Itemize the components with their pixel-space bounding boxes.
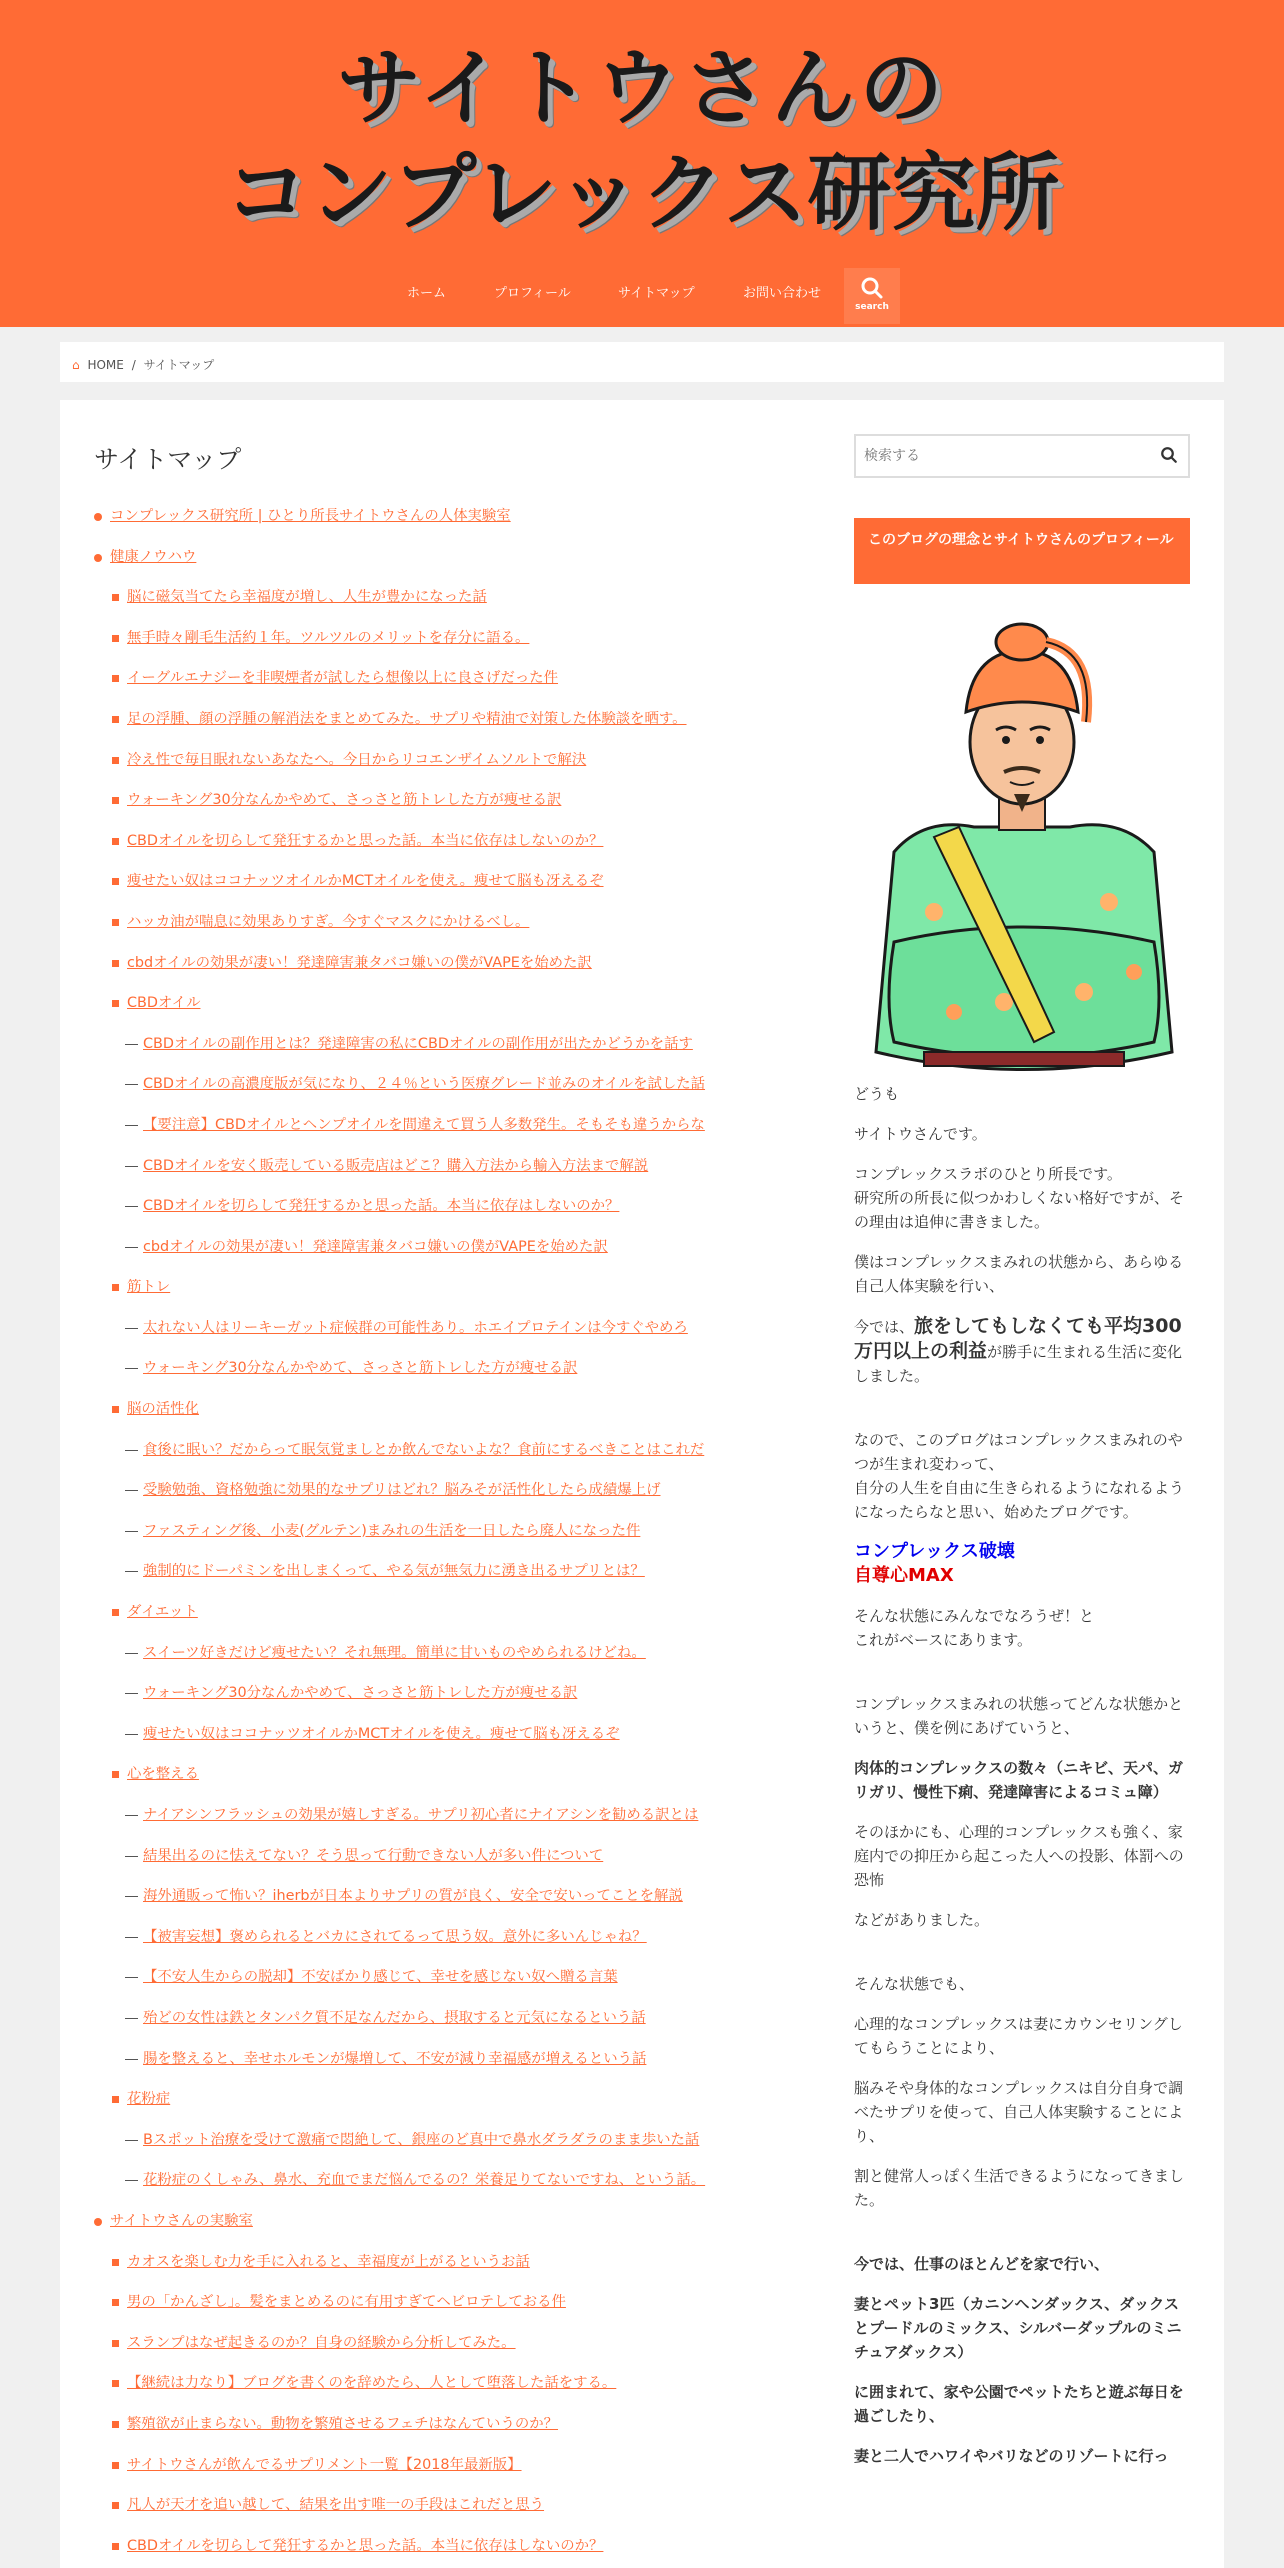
breadcrumb [60, 342, 1224, 382]
sitemap-link[interactable]: cbdオイルの効果が凄い！発達障害兼タバコ嫌いの僕がVAPEを始めた訳 [143, 1238, 608, 1255]
sitemap-item [94, 2536, 834, 2568]
profile-text-part: 研究所の所長に似つかわしくない格好ですが、その理由は追伸に書きました。 [854, 1189, 1185, 1231]
sitemap-link[interactable]: 強制的にドーパミンを出しまくって、やる気が無気力に湧き出るサプリとは？ [143, 1563, 645, 1580]
content-panel [60, 400, 1224, 2568]
profile-text-line: 肉体的コンプレックスの数々（ニキビ、天パ、ガリガリ、慢性下痢、発達障害によるコミュ障） [854, 1759, 1183, 1801]
sitemap-link[interactable]: cbdオイルの効果が凄い！発達障害兼タバコ嫌いの僕がVAPEを始めた訳 [127, 954, 592, 971]
profile-text-line [854, 1428, 1190, 1524]
sitemap-item [94, 1927, 834, 1968]
sitemap-item [94, 1805, 834, 1846]
sitemap-link[interactable]: 【不安人生からの脱却】不安ばかり感じて、幸せを感じない奴へ贈る言葉 [143, 1969, 618, 1986]
profile-text-line: 僕はコンプレックスまみれの状態から、あらゆる自己人体実験を行い、 [854, 1253, 1184, 1295]
sitemap-item [94, 1440, 834, 1481]
profile-text-line: 妻とペット3匹（カニンヘンダックス、ダックスとプードルのミックス、シルバーダップルのミニチュアダックス） [854, 2295, 1182, 2361]
site-logo[interactable] [0, 38, 1284, 248]
sitemap-link[interactable]: 受験勉強、資格勉強に効果的なサプリはどれ？脳みそが活性化したら成績爆上げ [143, 1482, 661, 1499]
profile-blue-heading: コンプレックス破壊 [854, 1541, 1015, 1562]
sitemap-link[interactable]: サイトウさんの実験室 [110, 2212, 253, 2229]
sitemap-link[interactable]: ダイエット [127, 1604, 198, 1621]
sitemap-link[interactable]: 花粉症のくしゃみ、鼻水、充血でまだ悩んでるの？栄養足りてないですね、という話。 [143, 2172, 706, 2189]
sitemap-link[interactable]: 結果出るのに怯えてない？そう思って行動できない人が多い件について [143, 1847, 604, 1864]
sitemap-item [94, 1967, 834, 2008]
breadcrumb-separator: / [131, 358, 136, 372]
profile-text-line: そのほかにも、心理的コンプレックスも強く、家庭内での抑圧から起こった人への投影、体罰への恐怖 [854, 1823, 1184, 1889]
sitemap-link[interactable]: サイトウさんが飲んでるサプリメント一覧【2018年最新版】 [127, 2456, 522, 2473]
sitemap-link[interactable]: 痩せたい奴はココナッツオイルかMCTオイルを使え。痩せて脳も冴えるぞ [127, 873, 604, 890]
sitemap-item [94, 912, 834, 953]
sitemap-link[interactable]: 【要注意】CBDオイルとヘンプオイルを間違えて買う人多数発生。そもそも違うからな [143, 1116, 705, 1133]
sitemap-link[interactable]: コンプレックス研究所 | ひとり所長サイトウさんの人体実験室 [110, 508, 511, 524]
sitemap-item [94, 2211, 834, 2252]
profile-text [854, 1082, 1190, 2468]
profile-text-part: 今では、 [854, 1318, 915, 1336]
sitemap-item [94, 709, 834, 750]
profile-widget-title: このブログの理念とサイトウさんのプロフィール [854, 518, 1190, 584]
nav-contact[interactable]: お問い合わせ [743, 286, 822, 301]
sitemap-link[interactable]: CBDオイル [127, 995, 201, 1012]
sitemap-item [94, 2333, 834, 2374]
profile-text-line: に囲まれて、家や公園でペットたちと遊ぶ毎日を過ごしたり、 [854, 2383, 1184, 2425]
sitemap-item [94, 2252, 834, 2293]
profile-text-part: コンプレックスラボのひとり所長です。 [854, 1165, 1122, 1183]
sitemap-item [94, 506, 834, 547]
sitemap-link[interactable]: 【被害妄想】褒められるとバカにされてるって思う奴。意外に多いんじゃね？ [143, 1928, 647, 1945]
sitemap-link[interactable]: ナイアシンフラッシュの効果が嬉しすぎる。サプリ初心者にナイアシンを勧める訳とは [143, 1807, 699, 1823]
sitemap-item [94, 2049, 834, 2090]
sitemap-link[interactable]: ウォーキング30分なんかやめて、さっさと筋トレした方が痩せる訳 [143, 1360, 578, 1377]
sitemap-link[interactable]: CBDオイルを安く販売している販売店はどこ？購入方法から輸入方法まで解説 [143, 1157, 649, 1174]
sitemap-item [94, 2414, 834, 2455]
sitemap-item [94, 1683, 834, 1724]
sitemap-link[interactable]: 筋トレ [127, 1279, 171, 1296]
sitemap-item [94, 628, 834, 669]
sitemap-item [94, 1643, 834, 1684]
sitemap-link[interactable]: 殆どの女性は鉄とタンパク質不足なんだから、摂取すると元気になるという話 [143, 2009, 646, 2026]
sitemap-link[interactable]: 腸を整えると、幸せホルモンが爆増して、不安が減り幸福感が増えるという話 [143, 2050, 647, 2067]
profile-text-part: これがベースにあります。 [854, 1631, 1033, 1649]
profile-text-line: 割と健常人っぽく生活できるようになってきました。 [854, 2167, 1185, 2209]
profile-text-part: なので、このブログはコンプレックスまみれのやつが生まれ変わって、 [854, 1431, 1183, 1473]
sitemap-item [94, 1115, 834, 1156]
sitemap-item [94, 1886, 834, 1927]
sitemap-link[interactable]: 足の浮腫、顔の浮腫の解消法をまとめてみた。サプリや精油で対策した体験談を晒す。 [127, 710, 687, 727]
sitemap-item [94, 2089, 834, 2130]
profile-text-line: 妻と二人でハワイやバリなどのリゾートに行っ [854, 2447, 1169, 2465]
sitemap-item [94, 1724, 834, 1765]
sitemap-link[interactable]: ウォーキング30分なんかやめて、さっさと筋トレした方が痩せる訳 [143, 1685, 578, 1702]
profile-text-line: 今では、仕事のほとんどを家で行い、 [854, 2255, 1110, 2273]
sitemap-link[interactable]: ファスティング後、小麦(グルテン)まみれの生活を一日したら廃人になった件 [143, 1522, 641, 1539]
sitemap-item [94, 1521, 834, 1562]
nav-profile[interactable]: プロフィール [494, 286, 571, 301]
profile-text-part: が勝手に生まれる生活に変化しました。 [854, 1343, 1183, 1385]
sitemap-link[interactable]: CBDオイルの副作用とは？発達障害の私にCBDオイルの副作用が出たかどうかを話す [143, 1035, 693, 1052]
breadcrumb-current: サイトマップ [143, 358, 215, 372]
sitemap-item [94, 871, 834, 912]
search-input[interactable] [856, 436, 1136, 476]
sitemap-item [94, 1074, 834, 1115]
sitemap-item [94, 993, 834, 1034]
sitemap-link[interactable]: ウォーキング30分なんかやめて、さっさと筋トレした方が痩せる訳 [127, 792, 562, 809]
sitemap-item [94, 1602, 834, 1643]
sidebar [854, 434, 1190, 2484]
sitemap-item [94, 668, 834, 709]
nav-search-button[interactable] [844, 268, 900, 324]
sitemap-item [94, 1399, 834, 1440]
sitemap-link[interactable]: 心を整える [127, 1766, 199, 1783]
sitemap-item [94, 2455, 834, 2496]
sitemap-link[interactable]: CBDオイルを切らして発狂するかと思った話。本当に依存はしないのか？ [127, 832, 604, 849]
sitemap-item [94, 1156, 834, 1197]
profile-text-line: そんな状態でも、 [854, 1975, 975, 1993]
sitemap-link[interactable]: スランプはなぜ起きるのか？自身の経験から分析してみた。 [127, 2334, 516, 2351]
profile-avatar-illustration [854, 612, 1190, 1082]
profile-text-line [854, 1604, 1190, 1652]
sitemap-item [94, 1764, 834, 1805]
sitemap-link[interactable]: 海外通販って怖い？iherbが日本よりサプリの質が良く、安全で安いってことを解説 [143, 1888, 683, 1905]
sitemap-item [94, 2170, 834, 2211]
sitemap-item [94, 2495, 834, 2536]
profile-text-part: そんな状態にみんなでなろうぜ！と [854, 1607, 1095, 1625]
sitemap-link[interactable]: 花粉症 [127, 2091, 171, 2108]
profile-text-line: コンプレックスまみれの状態ってどんな状態かというと、僕を例にあげていうと、 [854, 1695, 1184, 1737]
sitemap-item [94, 831, 834, 872]
sitemap-item [94, 2008, 834, 2049]
site-header [0, 0, 1284, 327]
sitemap-link[interactable]: CBDオイルを切らして発狂するかと思った話。本当に依存はしないのか？ [143, 1198, 620, 1215]
sitemap-link[interactable]: ハッカ油が喘息に効果ありすぎ。今すぐマスクにかけるべし。 [127, 913, 530, 930]
sitemap-item [94, 1277, 834, 1318]
sitemap-item [94, 1358, 834, 1399]
sitemap-link[interactable]: 無手時々剛毛生活約１年。ツルツルのメリットを存分に語る。 [127, 629, 530, 646]
global-nav [0, 268, 1284, 322]
profile-text-line: などがありました。 [854, 1911, 990, 1929]
sitemap-item [94, 750, 834, 791]
sitemap-link[interactable]: カオスを楽しむ力を手に入れると、幸福度が上がるというお話 [127, 2253, 530, 2270]
sitemap-item [94, 587, 834, 628]
sitemap-link[interactable]: 脳に磁気当てたら幸福度が増し、人生が豊かになった話 [127, 589, 487, 606]
sitemap-item [94, 1846, 834, 1887]
sitemap-link[interactable]: 【継続は力なり】ブログを書くのを辞めたら、人として堕落した話をする。 [127, 2375, 617, 2392]
sitemap-link[interactable]: 凡人が天才を追い越して、結果を出す唯一の手段はこれだと思う [127, 2497, 545, 2514]
profile-text-line: サイトウさんです。 [854, 1125, 987, 1143]
page-title: サイトマップ [94, 445, 242, 474]
sitemap-link[interactable]: 繁殖欲が止まらない。動物を繁殖させるフェチはなんていうのか？ [127, 2415, 559, 2432]
home-icon: ⌂ [72, 358, 80, 372]
search-icon [1160, 446, 1178, 464]
sitemap-item [94, 2130, 834, 2171]
sitemap-item [94, 1237, 834, 1278]
search-submit-button[interactable] [1160, 446, 1178, 468]
sitemap-link[interactable]: 食後に眠い？だからって眠気覚ましとか飲んでないよな？食前にするべきことはこれだ [143, 1441, 705, 1458]
sitemap-link[interactable]: CBDオイルを切らして発狂するかと思った話。本当に依存はしないのか？ [127, 2537, 604, 2554]
sitemap-item [94, 547, 834, 588]
sitemap-item [94, 1318, 834, 1359]
sitemap-link[interactable]: 脳の活性化 [127, 1401, 199, 1418]
sitemap-item [94, 953, 834, 994]
profile-red-heading: 自尊心MAX [854, 1565, 954, 1586]
sitemap-link[interactable]: 健康ノウハウ [110, 548, 197, 565]
nav-search-label: search [855, 302, 889, 312]
profile-text-line: どうも [854, 1085, 900, 1103]
sitemap-item [94, 790, 834, 831]
sitemap-link[interactable]: スイーツ好きだけど痩せたい？それ無理。簡単に甘いものやめられるけどね。 [143, 1644, 646, 1661]
profile-text-line: 心理的なコンプレックスは妻にカウンセリングしてもらうことにより、 [854, 2015, 1183, 2057]
sitemap-item [94, 2373, 834, 2414]
profile-text-line [854, 1162, 1190, 1234]
profile-text-line: 脳みそや身体的なコンプレックスは自分自身で調べたサプリを使って、自己人体実験することにより、 [854, 2079, 1184, 2145]
search-icon [860, 276, 884, 300]
sitemap-link[interactable]: 太れない人はリーキーガット症候群の可能性あり。ホエイプロテインは今すぐやめろ [143, 1319, 688, 1336]
main-content [94, 440, 834, 2568]
logo-line-1: サイトウさんの [336, 39, 948, 137]
logo-line-2: コンプレックス研究所 [224, 144, 1060, 242]
sitemap-link[interactable]: 男の「かんざし」。髪をまとめるのに有用すぎてヘビロテしておる件 [127, 2294, 566, 2311]
sitemap-item [94, 1196, 834, 1237]
sitemap-link[interactable]: 痩せたい奴はココナッツオイルかMCTオイルを使え。痩せて脳も冴えるぞ [143, 1725, 620, 1742]
sitemap-item [94, 1034, 834, 1075]
sitemap-link[interactable]: 冷え性で毎日眠れないあなたへ。今日からリコエンザイムソルトで解決 [127, 751, 587, 768]
nav-sitemap[interactable]: サイトマップ [618, 286, 695, 301]
sidebar-search [854, 434, 1190, 478]
breadcrumb-home[interactable]: HOME [87, 358, 124, 372]
sitemap-list [94, 506, 834, 2568]
profile-highlight: 旅をしてもしなくても平均300万円以上の利益 [854, 1315, 1182, 1362]
profile-text-line [854, 1314, 1190, 1388]
sitemap-link[interactable]: Bスポット治療を受けて激痛で悶絶して、銀座のど真中で鼻水ダラダラのまま歩いた話 [143, 2131, 700, 2148]
sitemap-item [94, 1480, 834, 1521]
nav-home[interactable]: ホーム [407, 286, 447, 301]
sitemap-item [94, 2292, 834, 2333]
sitemap-link[interactable]: CBDオイルの高濃度版が気になり、２４％という医療グレード並みのオイルを試した話 [143, 1076, 706, 1093]
sitemap-link[interactable]: イーグルエナジーを非喫煙者が試したら想像以上に良さげだった件 [127, 670, 559, 687]
sitemap-item [94, 1561, 834, 1602]
profile-text-part: 自分の人生を自由に生きられるようになれるようになったらなと思い、始めたブログです。 [854, 1479, 1185, 1521]
